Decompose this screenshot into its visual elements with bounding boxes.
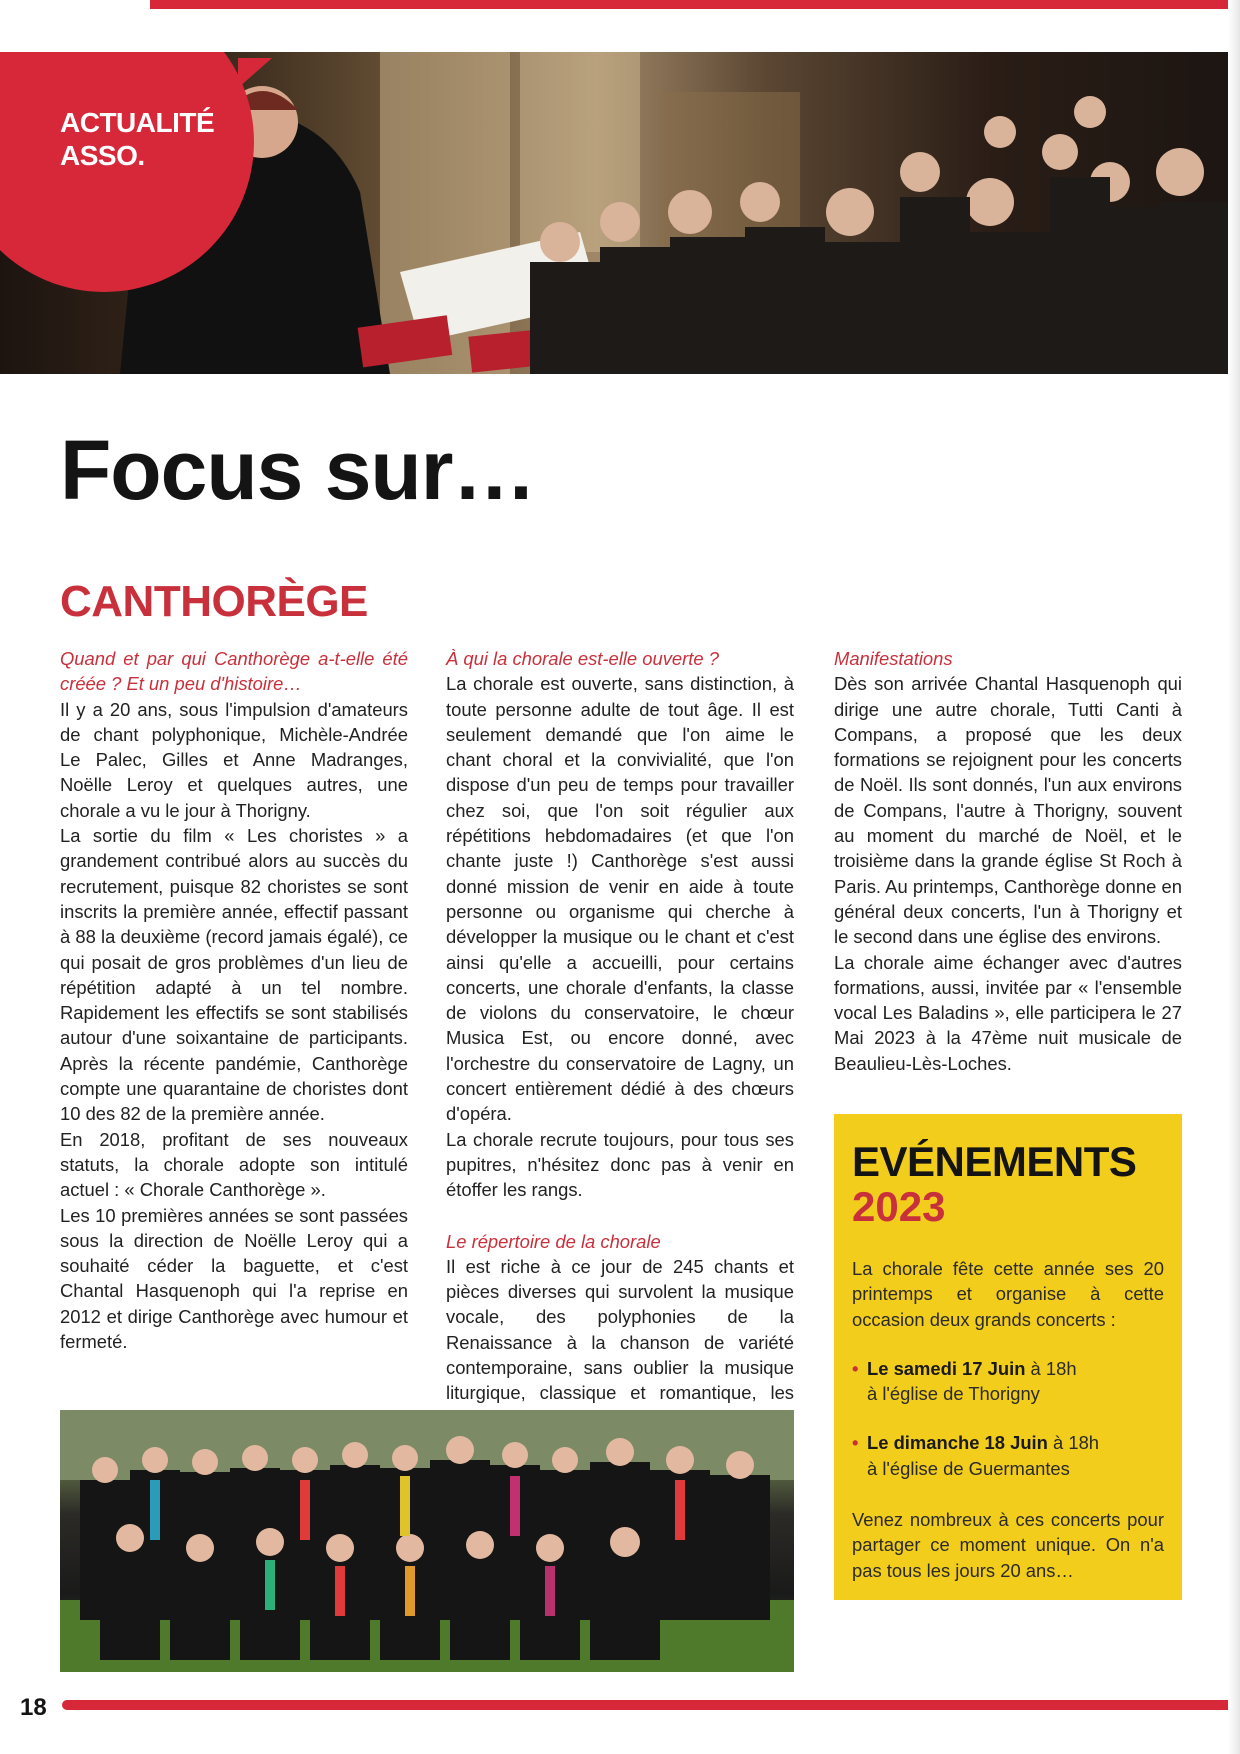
events-year: 2023 [852, 1183, 946, 1230]
hero-photo-choir-concert [0, 52, 1240, 374]
top-accent-rule [150, 0, 1240, 9]
bottom-accent-rule [62, 1700, 1240, 1710]
badge-line-1: ACTUALITÉ [60, 107, 215, 138]
page-number: 18 [20, 1694, 47, 1721]
event-time-1: à 18h [1025, 1357, 1077, 1379]
event-date-2: Le dimanche 18 Juin [867, 1432, 1048, 1454]
paragraph-history-1: Il y a 20 ans, sous l'impulsion d'amateurs de chant polyphonique, Michèle-Andrée Le Palec, Gilles et Anne Madranges, Noëlle Leroy et quelques autres, une chorale a vu le jour à Thorigny. [60, 698, 408, 821]
events-box [834, 1114, 1182, 1600]
event-time-2: à 18h [1047, 1432, 1100, 1454]
question-events: Manifestations [834, 648, 953, 669]
section-badge-label [60, 106, 230, 172]
paragraph-history-2: La sortie du film « Les choristes » a grandement contribué alors au succès du recrutement, puisque 82 choristes se sont inscrits la première année, effectif passant à 88 la deuxième (record jamais égalé), ce qui posait de gros problèmes d'un lieu de répétition adapté à un tel nombre. Rapidement les effectifs se sont stabilisés autour d'une soixantaine de participants. Après la récente pandémie, Canthorège compte une quarantaine de choristes dont 10 des 82 de la première année. [60, 825, 408, 1125]
badge-line-2: ASSO. [60, 140, 145, 171]
article-column-2 [446, 646, 794, 1431]
event-place-2: à l'église de Guermantes [867, 1457, 1070, 1479]
question-repertoire: Le répertoire de la chorale [446, 1230, 661, 1252]
paragraph-history-3: En 2018, profitant de ses nouveaux statuts, la chorale adopte son intitulé actuel : « Chorale Canthorège ». [60, 1128, 408, 1201]
page-title: Focus sur… [60, 423, 536, 517]
group-photo-illustration [60, 1410, 794, 1672]
paragraph-repertoire: Il est riche à ce jour de 245 chants et pièces diverses qui survolent la musique vocale, des polyphonies de la Renaissance à la chanson de variété contemporaine, sans oublier la musique liturgique, classique et romantique, les [446, 1255, 794, 1404]
events-intro: La chorale fête cette année ses 20 printemps et organise à cette occasion deux grands concerts : [852, 1258, 1164, 1330]
page-fold-shadow [1228, 0, 1240, 1754]
event-bullet-1: • [852, 1357, 859, 1379]
group-photo-choir [60, 1410, 794, 1672]
question-openness: À qui la chorale est-elle ouverte ? [446, 648, 719, 669]
paragraph-events-2: La chorale aime échanger avec d'autres formations, aussi, invitée par « l'ensemble vocal Les Baladins », elle participera le 27 Mai 2023 à la 47ème nuit musicale de Beaulieu-Lès-Loches. [834, 951, 1182, 1074]
paragraph-openness-1: La chorale est ouverte, sans distinction, à toute personne adulte de tout âge. Il est seulement demandé que l'on aime le chant choral et la convivialité, que l'on dispose d'un peu de temps pour travailler chez soi, que l'on soit régulier aux répétitions hebdomadaires (et que l'on chante juste !) Canthorège s'est aussi donné mission de venir en aide à toute personne ou organisme qui cherche à développer la musique ou le chant et c'est ainsi qu'elle a accueilli, pour certains concerts, une chorale d'enfants, la classe de violons du conservatoire, le chœur Musica Est, ou encore donné, avec l'orchestre du conservatoire de Lagny, un concert entièrement dédié à des chœurs d'opéra. [446, 673, 794, 1125]
event-item-2 [852, 1430, 1164, 1481]
events-outro: Venez nombreux à ces concerts pour partager ce moment unique. On n'a pas tous les jours 20 ans… [852, 1509, 1164, 1581]
article-column-3 [834, 646, 1182, 1076]
paragraph-history-4: Les 10 premières années se sont passées sous la direction de Noëlle Leroy qui a souhaité céder la baguette, et c'est Chantal Hasquenoph qui l'a reprise en 2012 et dirige Canthorège avec humour et fermeté. [60, 1204, 408, 1353]
section-badge-tail [238, 58, 272, 88]
event-bullet-2: • [852, 1432, 859, 1454]
paragraph-openness-2: La chorale recrute toujours, pour tous ses pupitres, n'hésitez donc pas à venir en étoffer les rangs. [446, 1128, 794, 1201]
section-title: CANTHORÈGE [60, 577, 368, 626]
question-history: Quand et par qui Canthorège a-t-elle été créée ? Et un peu d'histoire… [60, 648, 408, 695]
paragraph-events-1: Dès son arrivée Chantal Hasquenoph qui dirige une autre chorale, Tutti Canti à Compans, a proposé que les deux formations se rejoignent pour les concerts de Noël. Ils sont donnés, l'un aux environs de Compans, l'autre à Thorigny, souvent au moment du marché de Noël, et le troisième dans la grande église St Roch à Paris. Au printemps, Canthorège donne en général deux concerts, l'un à Thorigny et le second dans une église des environs. [834, 673, 1182, 948]
event-date-1: Le samedi 17 Juin [867, 1357, 1026, 1379]
article-column-1 [60, 646, 408, 1354]
event-place-1: à l'église de Thorigny [867, 1383, 1040, 1405]
events-title: EVÉNEMENTS [852, 1138, 1137, 1185]
event-item-1 [852, 1356, 1164, 1407]
